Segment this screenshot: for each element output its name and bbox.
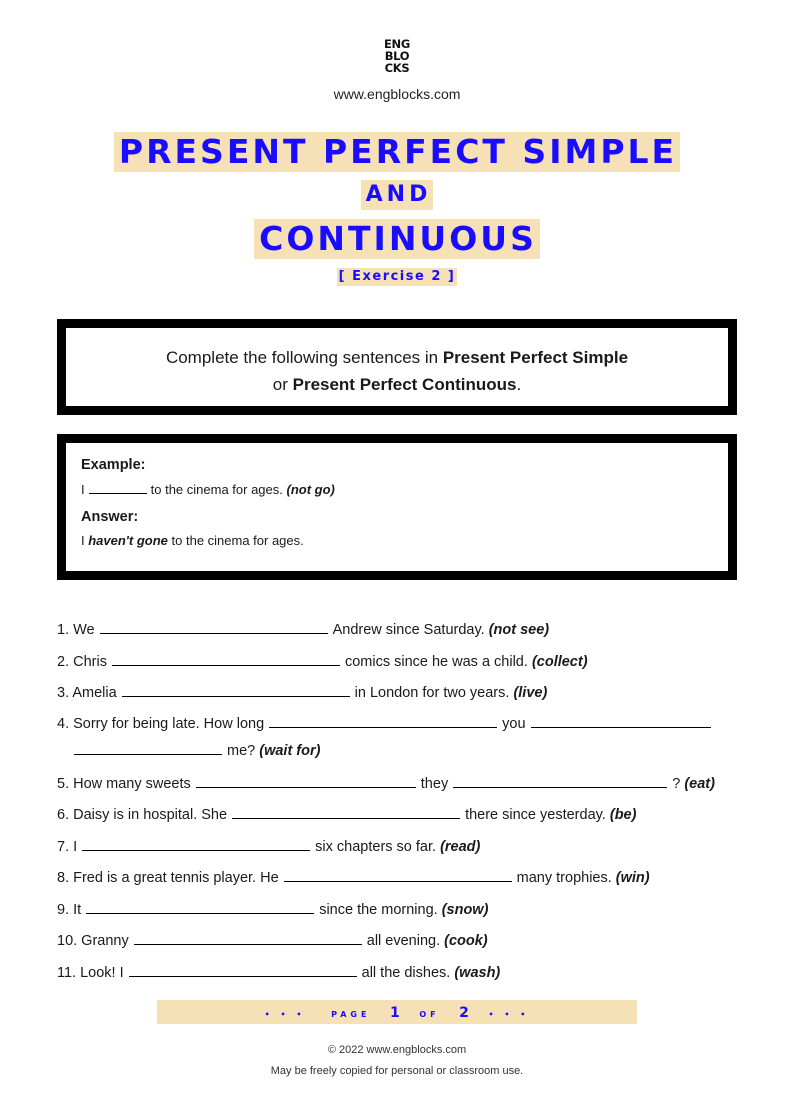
exercise-text: 2. Chris <box>57 654 107 670</box>
exercise-subtitle: [ Exercise 2 ] <box>338 269 456 284</box>
answer-blank[interactable] <box>196 773 416 788</box>
answer-blank[interactable] <box>86 899 314 914</box>
exercise-hint: (eat) <box>684 776 715 792</box>
answer-bold: haven't gone <box>88 533 168 548</box>
exercise-hint: (wait for) <box>259 743 321 759</box>
logo-line-1: ENG <box>383 37 411 51</box>
instructions-bold-1: Present Perfect Simple <box>442 348 629 367</box>
example-hint: (not go) <box>286 482 335 497</box>
engblocks-logo <box>380 38 414 74</box>
exercise-item-2 <box>57 651 588 670</box>
exercise-item-8 <box>57 867 650 886</box>
page-current: 1 <box>390 1005 400 1021</box>
page-indicator <box>157 1000 637 1024</box>
exercise-text: 4. Sorry for being late. How long <box>57 716 265 732</box>
exercise-item-5 <box>57 773 715 792</box>
answer-blank[interactable] <box>82 836 310 851</box>
answer-sentence <box>81 533 728 548</box>
answer-blank[interactable] <box>100 619 328 634</box>
instructions-text-1: Complete the following sentences in <box>165 348 443 367</box>
exercise-text: in London for two years. <box>354 685 510 701</box>
exercise-text: you <box>502 716 526 732</box>
example-blank <box>89 481 147 494</box>
exercise-text: Andrew since Saturday. <box>332 622 485 638</box>
exercise-text: since the morning. <box>319 902 438 918</box>
answer-blank[interactable] <box>74 740 222 755</box>
exercise-text: many trophies. <box>516 870 612 886</box>
exercise-item-3 <box>57 682 547 701</box>
exercise-hint: (win) <box>615 870 650 886</box>
exercise-text: there since yesterday. <box>465 807 606 823</box>
instructions-line-2 <box>66 371 728 398</box>
exercise-item-11 <box>57 962 500 981</box>
page-dots-right: • • • <box>488 1010 530 1019</box>
exercise-text: 7. I <box>57 839 78 855</box>
copyright-text: © 2022 www.engblocks.com <box>327 1044 467 1056</box>
title-line-3-wrap <box>0 219 794 259</box>
answer-blank[interactable] <box>531 713 711 728</box>
exercise-item-7 <box>57 836 480 855</box>
exercise-item-9 <box>57 899 488 918</box>
answer-post: to the cinema for ages. <box>167 533 304 548</box>
answer-blank[interactable] <box>284 867 512 882</box>
exercise-text: 10. Granny <box>57 933 129 949</box>
exercise-hint: (live) <box>513 685 548 701</box>
answer-pre: I <box>81 533 89 548</box>
exercise-hint: (snow) <box>441 902 489 918</box>
exercise-item-10 <box>57 930 488 949</box>
exercise-hint: (be) <box>609 807 637 823</box>
exercise-text: six chapters so far. <box>315 839 437 855</box>
exercise-text: 8. Fred is a great tennis player. He <box>57 870 279 886</box>
exercise-hint: (read) <box>440 839 481 855</box>
instructions-bold-2: Present Perfect Continuous <box>292 375 517 394</box>
site-url: www.engblocks.com <box>333 86 461 102</box>
answer-label: Answer: <box>81 509 139 525</box>
license-text: May be freely copied for personal or classroom use. <box>270 1065 524 1077</box>
exercise-hint: (collect) <box>531 654 588 670</box>
exercise-item-1 <box>57 619 549 638</box>
title-line-1-wrap <box>0 132 794 172</box>
answer-blank[interactable] <box>232 804 460 819</box>
example-box <box>57 434 737 580</box>
answer-blank[interactable] <box>129 962 357 977</box>
exercise-text: 6. Daisy is in hospital. She <box>57 807 228 823</box>
exercise-text: comics since he was a child. <box>344 654 528 670</box>
exercise-text: all the dishes. <box>361 965 451 981</box>
example-sentence <box>81 481 728 497</box>
exercise-text: 5. How many sweets <box>57 776 191 792</box>
page-title-line-3: CONTINUOUS <box>254 219 540 259</box>
exercise-hint: (wash) <box>454 965 501 981</box>
page-title-line-2: AND <box>361 180 434 210</box>
exercise-text: 3. Amelia <box>57 685 117 701</box>
page-total: 2 <box>459 1005 469 1021</box>
exercise-text: 1. We <box>57 622 95 638</box>
logo-line-3: CKS <box>384 61 410 75</box>
instructions-text-3: . <box>516 375 522 394</box>
page-title-line-1: PRESENT PERFECT SIMPLE <box>114 132 680 172</box>
exercise-hint: (not see) <box>488 622 550 638</box>
instructions-line-1 <box>66 344 728 371</box>
answer-blank[interactable] <box>134 930 362 945</box>
answer-blank[interactable] <box>122 682 350 697</box>
exercise-text: all evening. <box>366 933 441 949</box>
example-pre: I <box>81 482 85 497</box>
example-label: Example: <box>81 457 146 473</box>
exercise-text: me? <box>227 743 256 759</box>
exercise-item-4 <box>57 713 716 732</box>
example-post: to the cinema for ages. <box>150 482 283 497</box>
exercise-text: ? <box>672 776 681 792</box>
exercise-item-6 <box>57 804 636 823</box>
page-of-word: OF <box>419 1010 440 1019</box>
exercise-text: 11. Look! I <box>57 965 124 981</box>
exercise-text: 9. It <box>57 902 82 918</box>
exercise-text: they <box>420 776 449 792</box>
page-word: PAGE <box>331 1010 371 1019</box>
instructions-box <box>57 319 737 415</box>
exercise-item-4-continued <box>74 740 320 759</box>
instructions-text-2: or <box>272 375 293 394</box>
logo-line-2: BLO <box>384 49 410 63</box>
answer-blank[interactable] <box>112 651 340 666</box>
answer-blank[interactable] <box>269 713 497 728</box>
subtitle-wrap <box>0 267 794 286</box>
page-dots-left: • • • <box>264 1010 306 1019</box>
answer-blank[interactable] <box>453 773 667 788</box>
title-line-2-wrap <box>0 180 794 210</box>
exercise-hint: (cook) <box>444 933 488 949</box>
